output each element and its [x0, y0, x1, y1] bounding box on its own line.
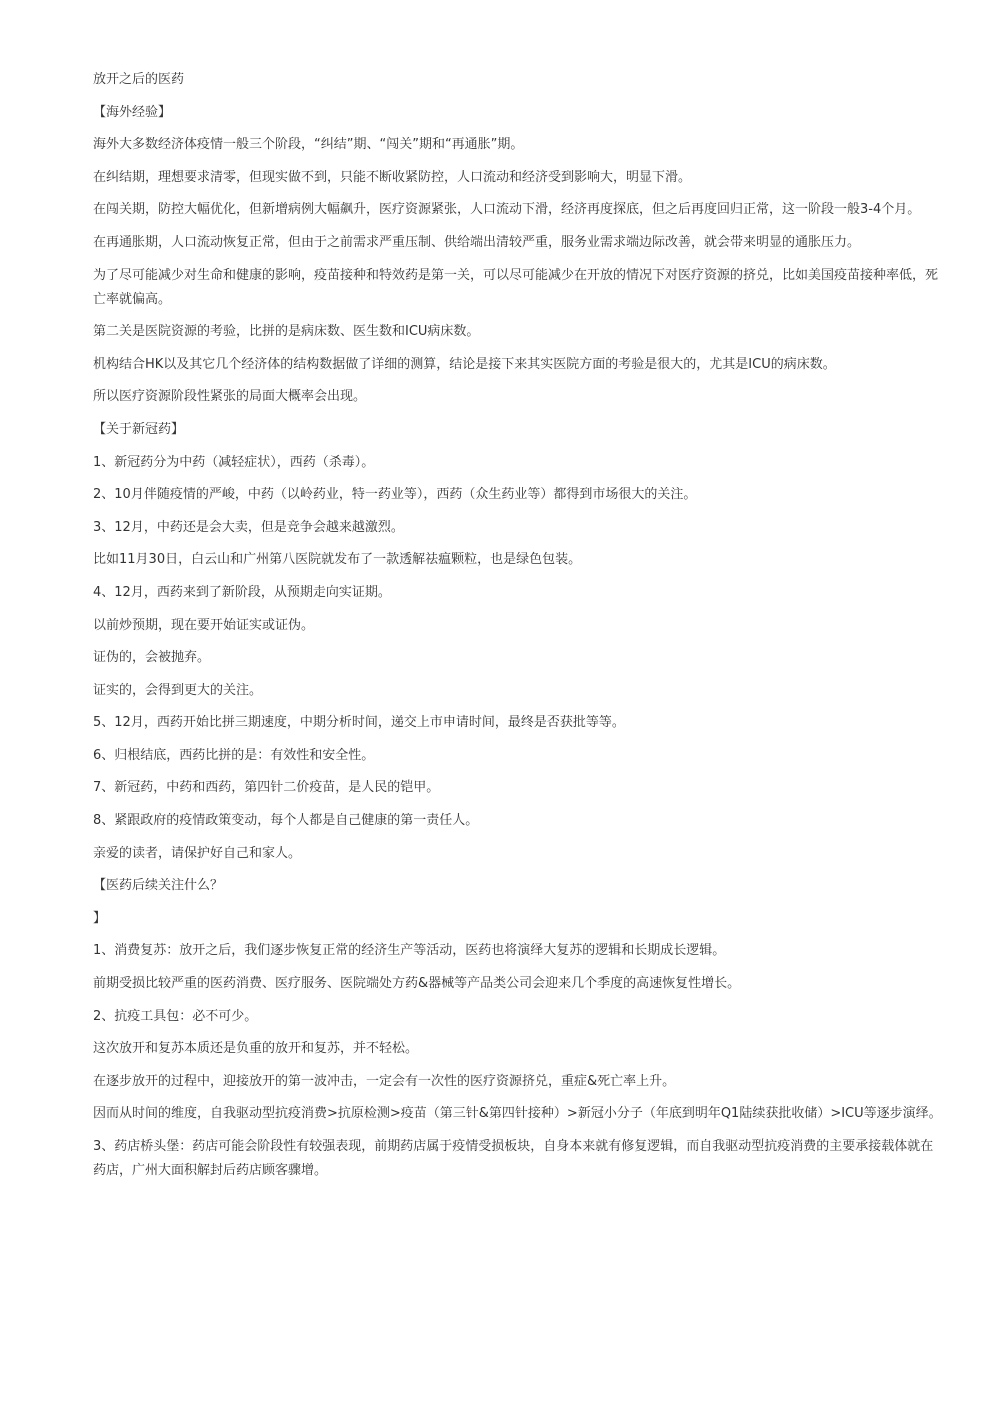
list-item: 3、12月，中药还是会大卖，但是竞争会越来越激烈。 [93, 519, 404, 535]
paragraph: 亲爱的读者，请保护好自己和家人。 [93, 845, 302, 861]
paragraph: 所以医疗资源阶段性紧张的局面大概率会出现。 [93, 389, 367, 405]
section-heading-closing-bracket: 】 [93, 910, 107, 926]
list-item: 1、新冠药分为中药（减轻症状），西药（杀毒）。 [93, 454, 375, 470]
list-item: 2、10月伴随疫情的严峻，中药（以岭药业，特一药业等），西药（众生药业等）都得到市场很大的关注。 [93, 487, 697, 503]
paragraph: 在闯关期，防控大幅优化，但新增病例大幅飙升，医疗资源紧张，人口流动下滑，经济再度探底，但之后再度回归正常，这一阶段一般3-4个月。 [93, 202, 921, 218]
paragraph: 比如11月30日，白云山和广州第八医院就发布了一款透解祛瘟颗粒，也是绿色包装。 [93, 552, 582, 568]
list-item: 3、药店桥头堡：药店可能会阶段性有较强表现，前期药店属于疫情受损板块，自身本来就有修复逻辑，而自我驱动型抗疫消费的主要承接载体就在药店，广州大面积解封后药店顾客骤增。 [93, 1139, 934, 1178]
paragraph: 海外大多数经济体疫情一般三个阶段，“纠结”期、“闯关”期和“再通胀”期。 [93, 137, 524, 153]
list-item: 8、紧跟政府的疫情政策变动，每个人都是自己健康的第一责任人。 [93, 813, 479, 829]
document-title: 放开之后的医药 [93, 72, 185, 87]
paragraph: 第二关是医院资源的考验，比拼的是病床数、医生数和ICU病床数。 [93, 324, 480, 340]
section-heading-pharma-followup: 【医药后续关注什么？ [93, 878, 224, 894]
section-heading-covid-drugs: 【关于新冠药】 [93, 421, 185, 437]
list-item: 2、抗疫工具包：必不可少。 [93, 1008, 258, 1024]
paragraph: 为了尽可能减少对生命和健康的影响，疫苗接种和特效药是第一关，可以尽可能减少在开放的情况下对医疗资源的挤兑，比如美国疫苗接种率低，死亡率就偏高。 [93, 267, 939, 307]
paragraph: 以前炒预期，现在要开始证实或证伪。 [93, 617, 315, 633]
paragraph: 证伪的，会被抛弃。 [93, 650, 211, 666]
section-heading-overseas-experience: 【海外经验】 [93, 104, 172, 120]
paragraph: 因而从时间的维度，自我驱动型抗疫消费>抗原检测>疫苗（第三针&第四针接种）>新冠小分子（年底到明年Q1陆续获批收储）>ICU等逐步演绎。 [93, 1106, 942, 1122]
paragraph: 机构结合HK以及其它几个经济体的结构数据做了详细的测算，结论是接下来其实医院方面的考验是很大的，尤其是ICU的病床数。 [93, 356, 836, 372]
list-item: 1、消费复苏：放开之后，我们逐步恢复正常的经济生产等活动，医药也将演绎大复苏的逻辑和长期成长逻辑。 [93, 943, 726, 959]
paragraph: 这次放开和复苏本质还是负重的放开和复苏，并不轻松。 [93, 1041, 419, 1057]
document-body [93, 68, 943, 1192]
paragraph: 在逐步放开的过程中，迎接放开的第一波冲击，一定会有一次性的医疗资源挤兑，重症&死亡率上升。 [93, 1073, 676, 1089]
list-item: 4、12月，西药来到了新阶段，从预期走向实证期。 [93, 584, 391, 600]
list-item: 7、新冠药，中药和西药，第四针二价疫苗，是人民的铠甲。 [93, 780, 440, 796]
paragraph: 在再通胀期，人口流动恢复正常，但由于之前需求严重压制、供给端出清较严重，服务业需求端边际改善，就会带来明显的通胀压力。 [93, 234, 861, 250]
list-item: 6、归根结底，西药比拼的是：有效性和安全性。 [93, 747, 375, 763]
paragraph: 证实的，会得到更大的关注。 [93, 682, 263, 698]
list-item: 5、12月，西药开始比拼三期速度，中期分析时间，递交上市申请时间，最终是否获批等等。 [93, 715, 625, 731]
paragraph: 在纠结期，理想要求清零，但现实做不到，只能不断收紧防控，人口流动和经济受到影响大，明显下滑。 [93, 169, 692, 185]
paragraph: 前期受损比较严重的医药消费、医疗服务、医院端处方药&器械等产品类公司会迎来几个季度的高速恢复性增长。 [93, 976, 741, 992]
